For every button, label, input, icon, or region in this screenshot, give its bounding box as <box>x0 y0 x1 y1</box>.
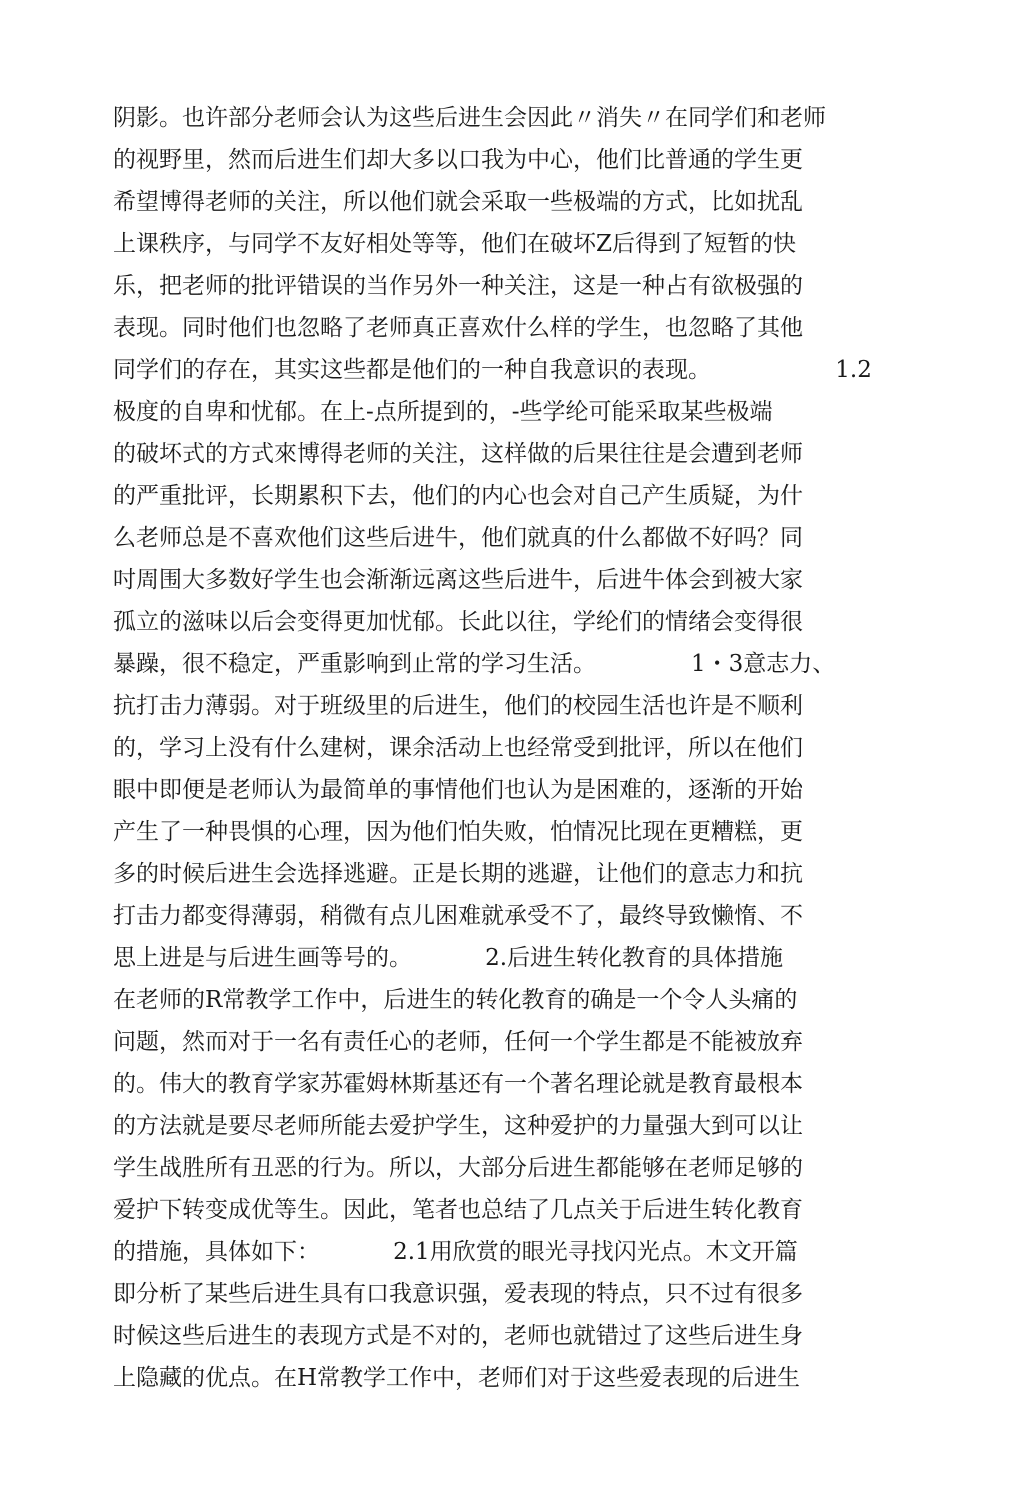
text-line: 乐，把老师的批评错误的当作另外一种关注，这是一种占有欲极强的 <box>113 273 803 299</box>
text-line: 希望博得老师的关注，所以他们就会采取一些极端的方式，比如扰乱 <box>113 189 803 215</box>
text-line: 的严重批评，长期累积下去，他们的内心也会对自己产生质疑，为什 <box>113 483 803 509</box>
text-line: 同学们的存在，其实这些都是他们的一种自我意识的表现。 1.2 <box>113 357 872 383</box>
text-line: 孤立的滋味以后会变得更加忧郁。长此以往，学纶们的情绪会变得很 <box>113 609 803 635</box>
text-line: 思上进是与后进生画等号的。 2.后进生转化教育的具体措施 <box>113 945 784 971</box>
text-line: 产生了一种畏惧的心理，因为他们怕失败，怕情况比现在更糟糕，更 <box>113 819 803 845</box>
text-line: 的破坏式的方式來博得老师的关注，这样做的后果往往是会遭到老师 <box>113 441 803 467</box>
text-line: 上隐藏的优点。在H常教学工作中，老师们对于这些爱表现的后进生 <box>113 1365 801 1391</box>
text-line: 学生战胜所有丑恶的行为。所以，大部分后进生都能够在老师足够的 <box>113 1155 803 1181</box>
text-line: 抗打击力薄弱。对于班级里的后进生，他们的校园生活也许是不顺利 <box>113 693 803 719</box>
text-line: 在老师的R常教学工作中，后进生的转化教育的确是一个令人头痛的 <box>113 987 798 1013</box>
text-line: 吋周围大多数好学生也会渐渐远离这些后进牛，后进牛体会到被大家 <box>113 567 803 593</box>
text-line: 的。伟大的教育学家苏霍姆林斯基还有一个著名理论就是教育最根本 <box>113 1071 803 1097</box>
text-line: 爱护下转变成优等生。因此，笔者也总结了几点关于后进生转化教育 <box>113 1197 803 1223</box>
text-line: 打击力都变得薄弱，稍微有点儿困难就承受不了，最终导致懒惰、不 <box>113 903 803 929</box>
text-line: 的，学习上没有什么建树，课余活动上也经常受到批评，所以在他们 <box>113 735 803 761</box>
text-line: 时候这些后进生的表现方式是不对的，老师也就错过了这些后进生身 <box>113 1323 803 1349</box>
text-line: 么老师总是不喜欢他们这些后进牛，他们就真的什么都做不好吗？同 <box>113 525 803 551</box>
text-line: 的措施，具体如下： 2.1用欣赏的眼光寻找闪光点。木文开篇 <box>113 1239 798 1265</box>
text-line: 表现。同时他们也忽略了老师真正喜欢什么样的学生，也忽略了其他 <box>113 315 803 341</box>
text-line: 阴影。也许部分老师会认为这些后进生会因此〃消失〃在同学们和老师 <box>113 105 826 131</box>
text-line: 极度的自卑和忧郁。在上-点所提到的，-些学纶可能采取某些极端 <box>113 399 773 425</box>
text-line: 多的时候后进生会选择逃避。正是长期的逃避，让他们的意志力和抗 <box>113 861 803 887</box>
text-line: 的视野里，然而后进生们却大多以口我为中心，他们比普通的学生更 <box>113 147 803 173</box>
text-line: 的方法就是要尽老师所能去爱护学生，这种爱护的力量强大到可以让 <box>113 1113 803 1139</box>
text-line: 上课秩序，与同学不友好相处等等，他们在破坏Z后得到了短暂的快 <box>113 231 796 257</box>
text-line: 眼中即便是老师认为最简单的事情他们也认为是困难的，逐渐的开始 <box>113 777 803 803</box>
text-line: 即分析了某些后进生具有口我意识强，爱表现的特点，只不过有很多 <box>113 1281 803 1307</box>
text-line: 问题，然而对于一名有责任心的老师，任何一个学生都是不能被放弃 <box>113 1029 803 1055</box>
text-line: 暴躁，很不稳定，严重影响到止常的学习生活。 1・3意志力、 <box>113 651 836 677</box>
